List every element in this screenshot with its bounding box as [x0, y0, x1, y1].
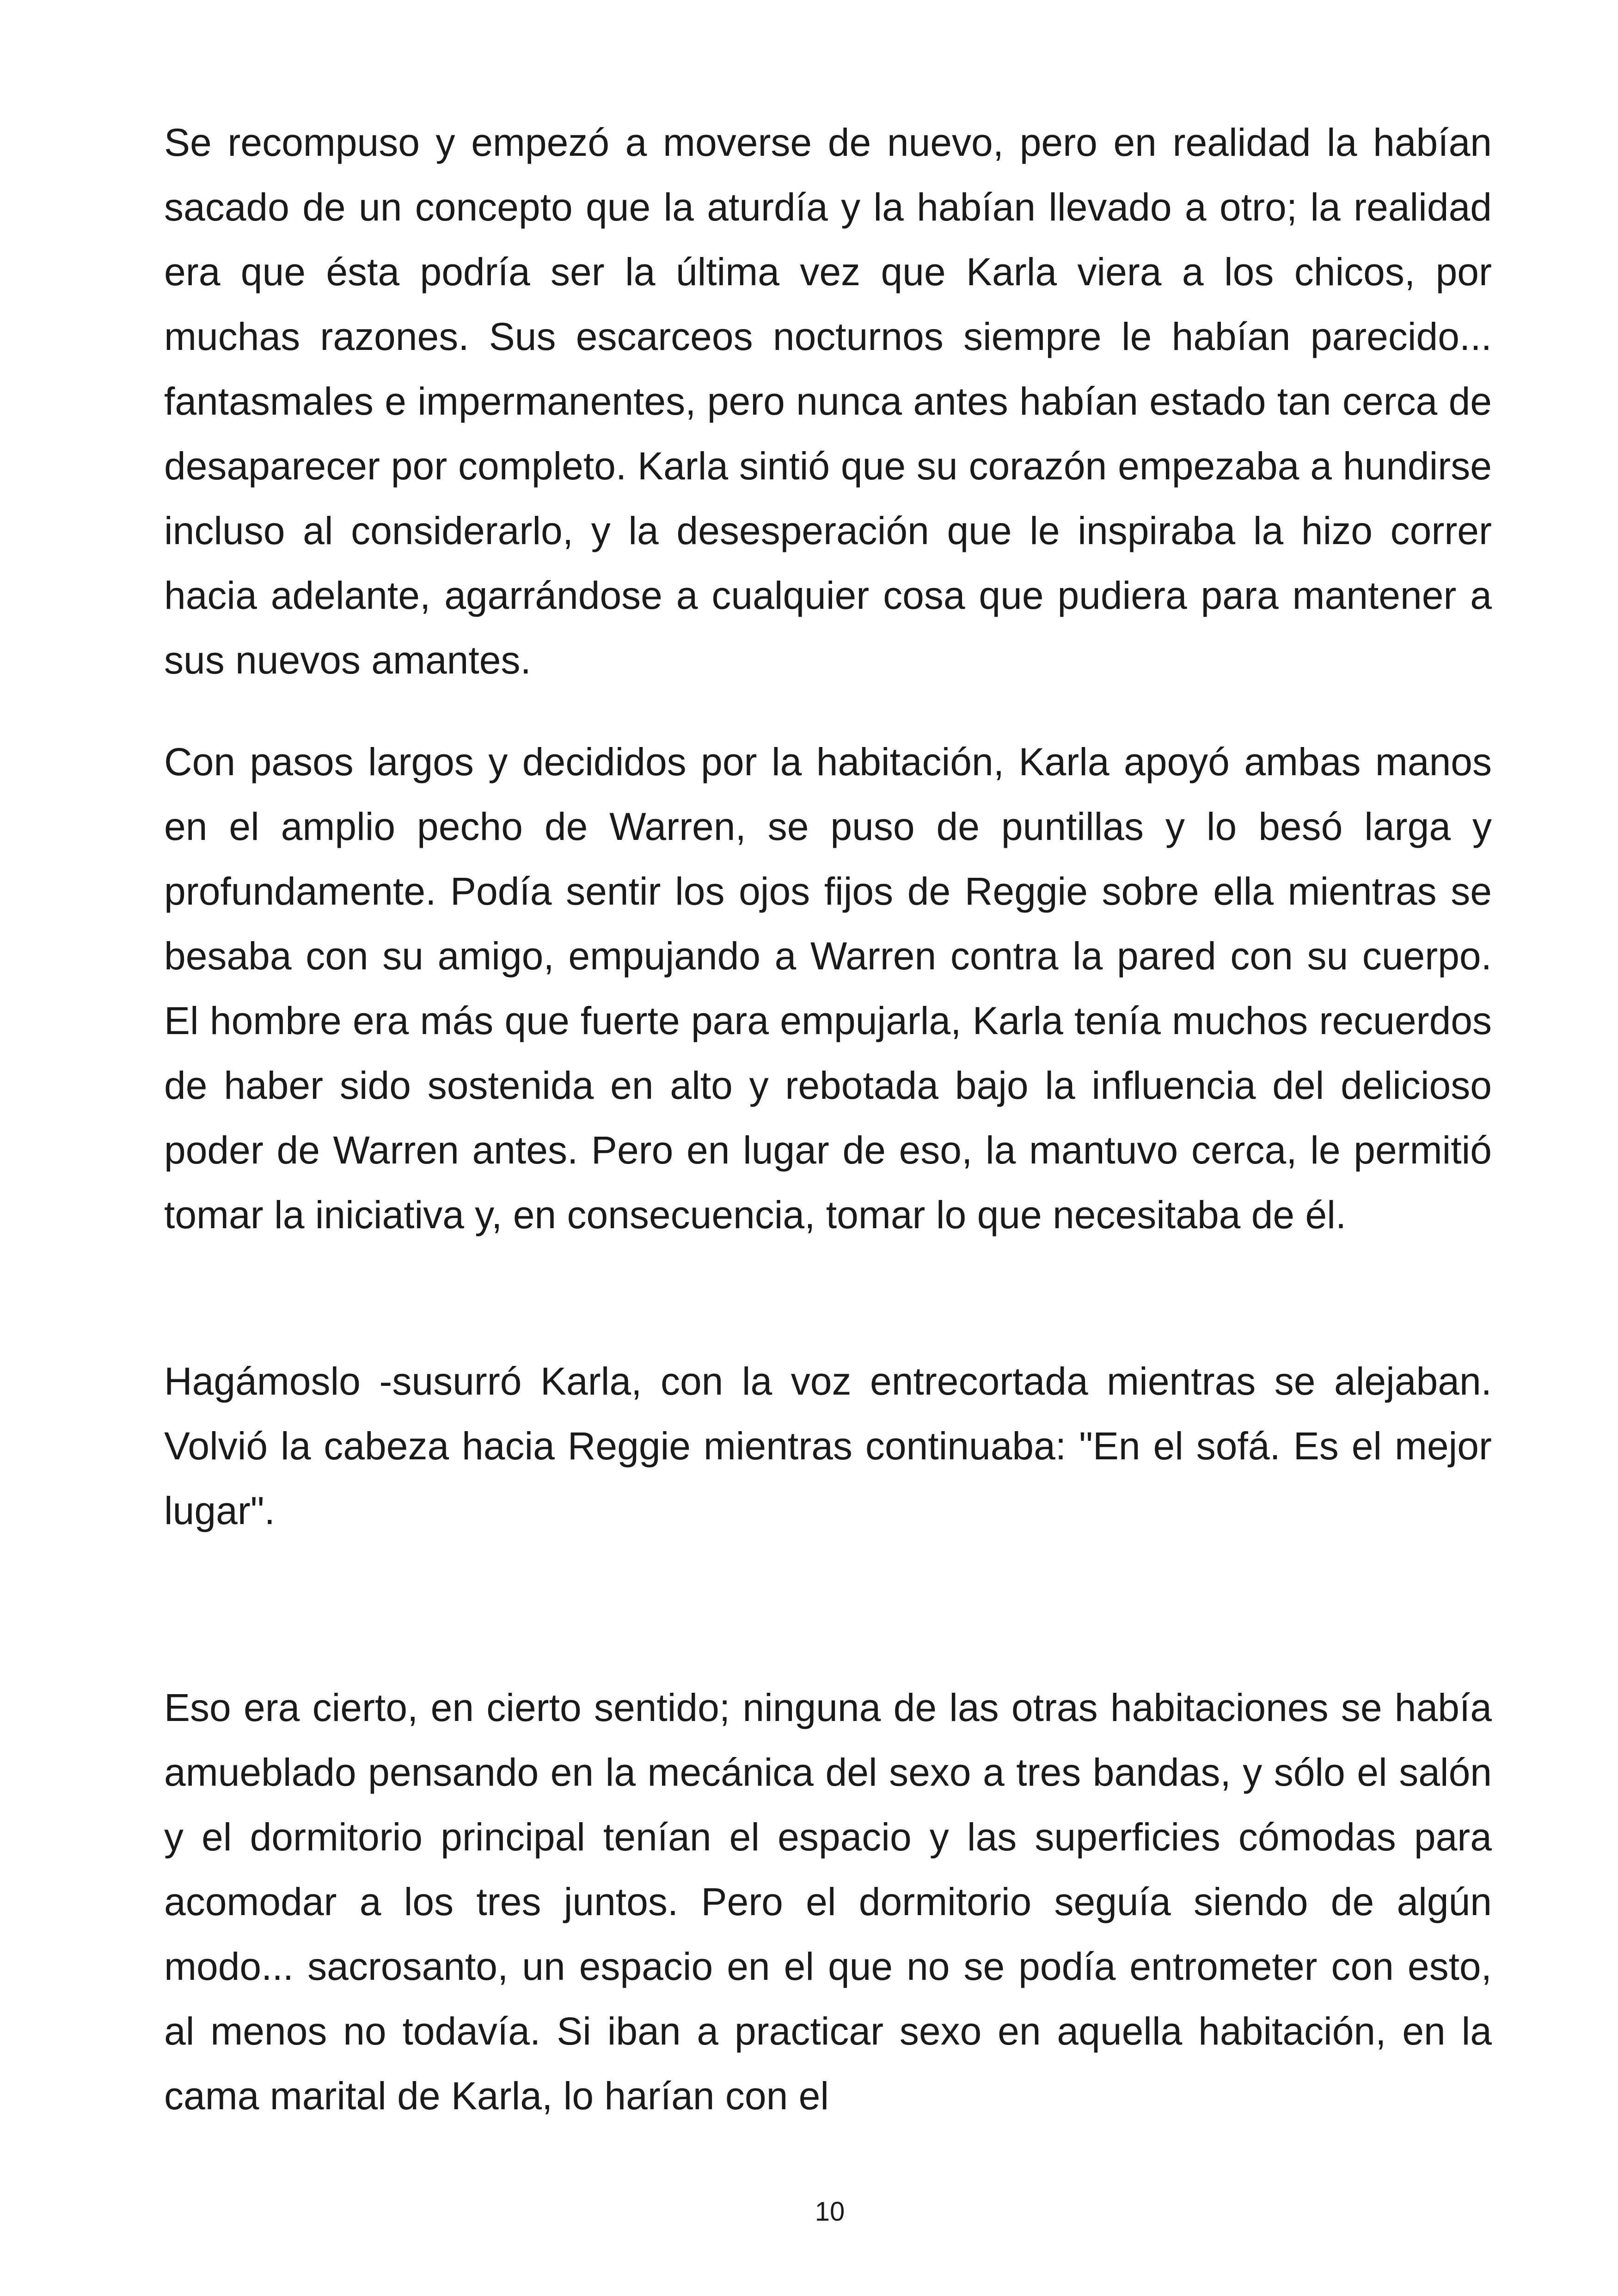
- paragraph-text: Eso era cierto, en cierto sentido; ninguna de las otras habitaciones se había amueblado pensando en la mecánica del sexo a tres bandas, y sólo el salón y el dormitorio principal tenían el espacio y las superficies cómodas para acomodar a los tres juntos. Pero el dormitorio seguía siendo de algún modo... sacrosanto, un espacio en el que no se podía entrometer con esto, al menos no todavía. Si iban a practicar sexo en aquella habitación, en la cama marital de Karla, lo harían con el: [164, 1686, 1492, 2118]
- page-number: 10: [815, 2197, 845, 2227]
- paragraph-1: [164, 110, 1492, 692]
- paragraph-3: [164, 1349, 1492, 1543]
- paragraph-text: Se recompuso y empezó a moverse de nuevo, pero en realidad la habían sacado de un concepto que la aturdía y la habían llevado a otro; la realidad era que ésta podría ser la última vez que Karla viera a los chicos, por muchas razones. Sus escarceos nocturnos siempre le habían parecido... fantasmales e impermanentes, pero nunca antes habían estado tan cerca de desaparecer por completo. Karla sintió que su corazón empezaba a hundirse incluso al considerarlo, y la desesperación que le inspiraba la hizo correr hacia adelante, agarrándose a cualquier cosa que pudiera para mantener a sus nuevos amantes.: [164, 121, 1492, 682]
- paragraph-4: [164, 1675, 1492, 2128]
- paragraph-text: Con pasos largos y decididos por la habitación, Karla apoyó ambas manos en el amplio pecho de Warren, se puso de puntillas y lo besó larga y profundamente. Podía sentir los ojos fijos de Reggie sobre ella mientras se besaba con su amigo, empujando a Warren contra la pared con su cuerpo. El hombre era más que fuerte para empujarla, Karla tenía muchos recuerdos de haber sido sostenida en alto y rebotada bajo la influencia del delicioso poder de Warren antes. Pero en lugar de eso, la mantuvo cerca, le permitió tomar la iniciativa y, en consecuencia, tomar lo que necesitaba de él.: [164, 740, 1492, 1237]
- paragraph-2: [164, 729, 1492, 1247]
- paragraph-text: Hagámoslo -susurró Karla, con la voz entrecortada mientras se alejaban. Volvió la cabeza hacia Reggie mientras continuaba: "En el sofá. Es el mejor lugar".: [164, 1359, 1492, 1532]
